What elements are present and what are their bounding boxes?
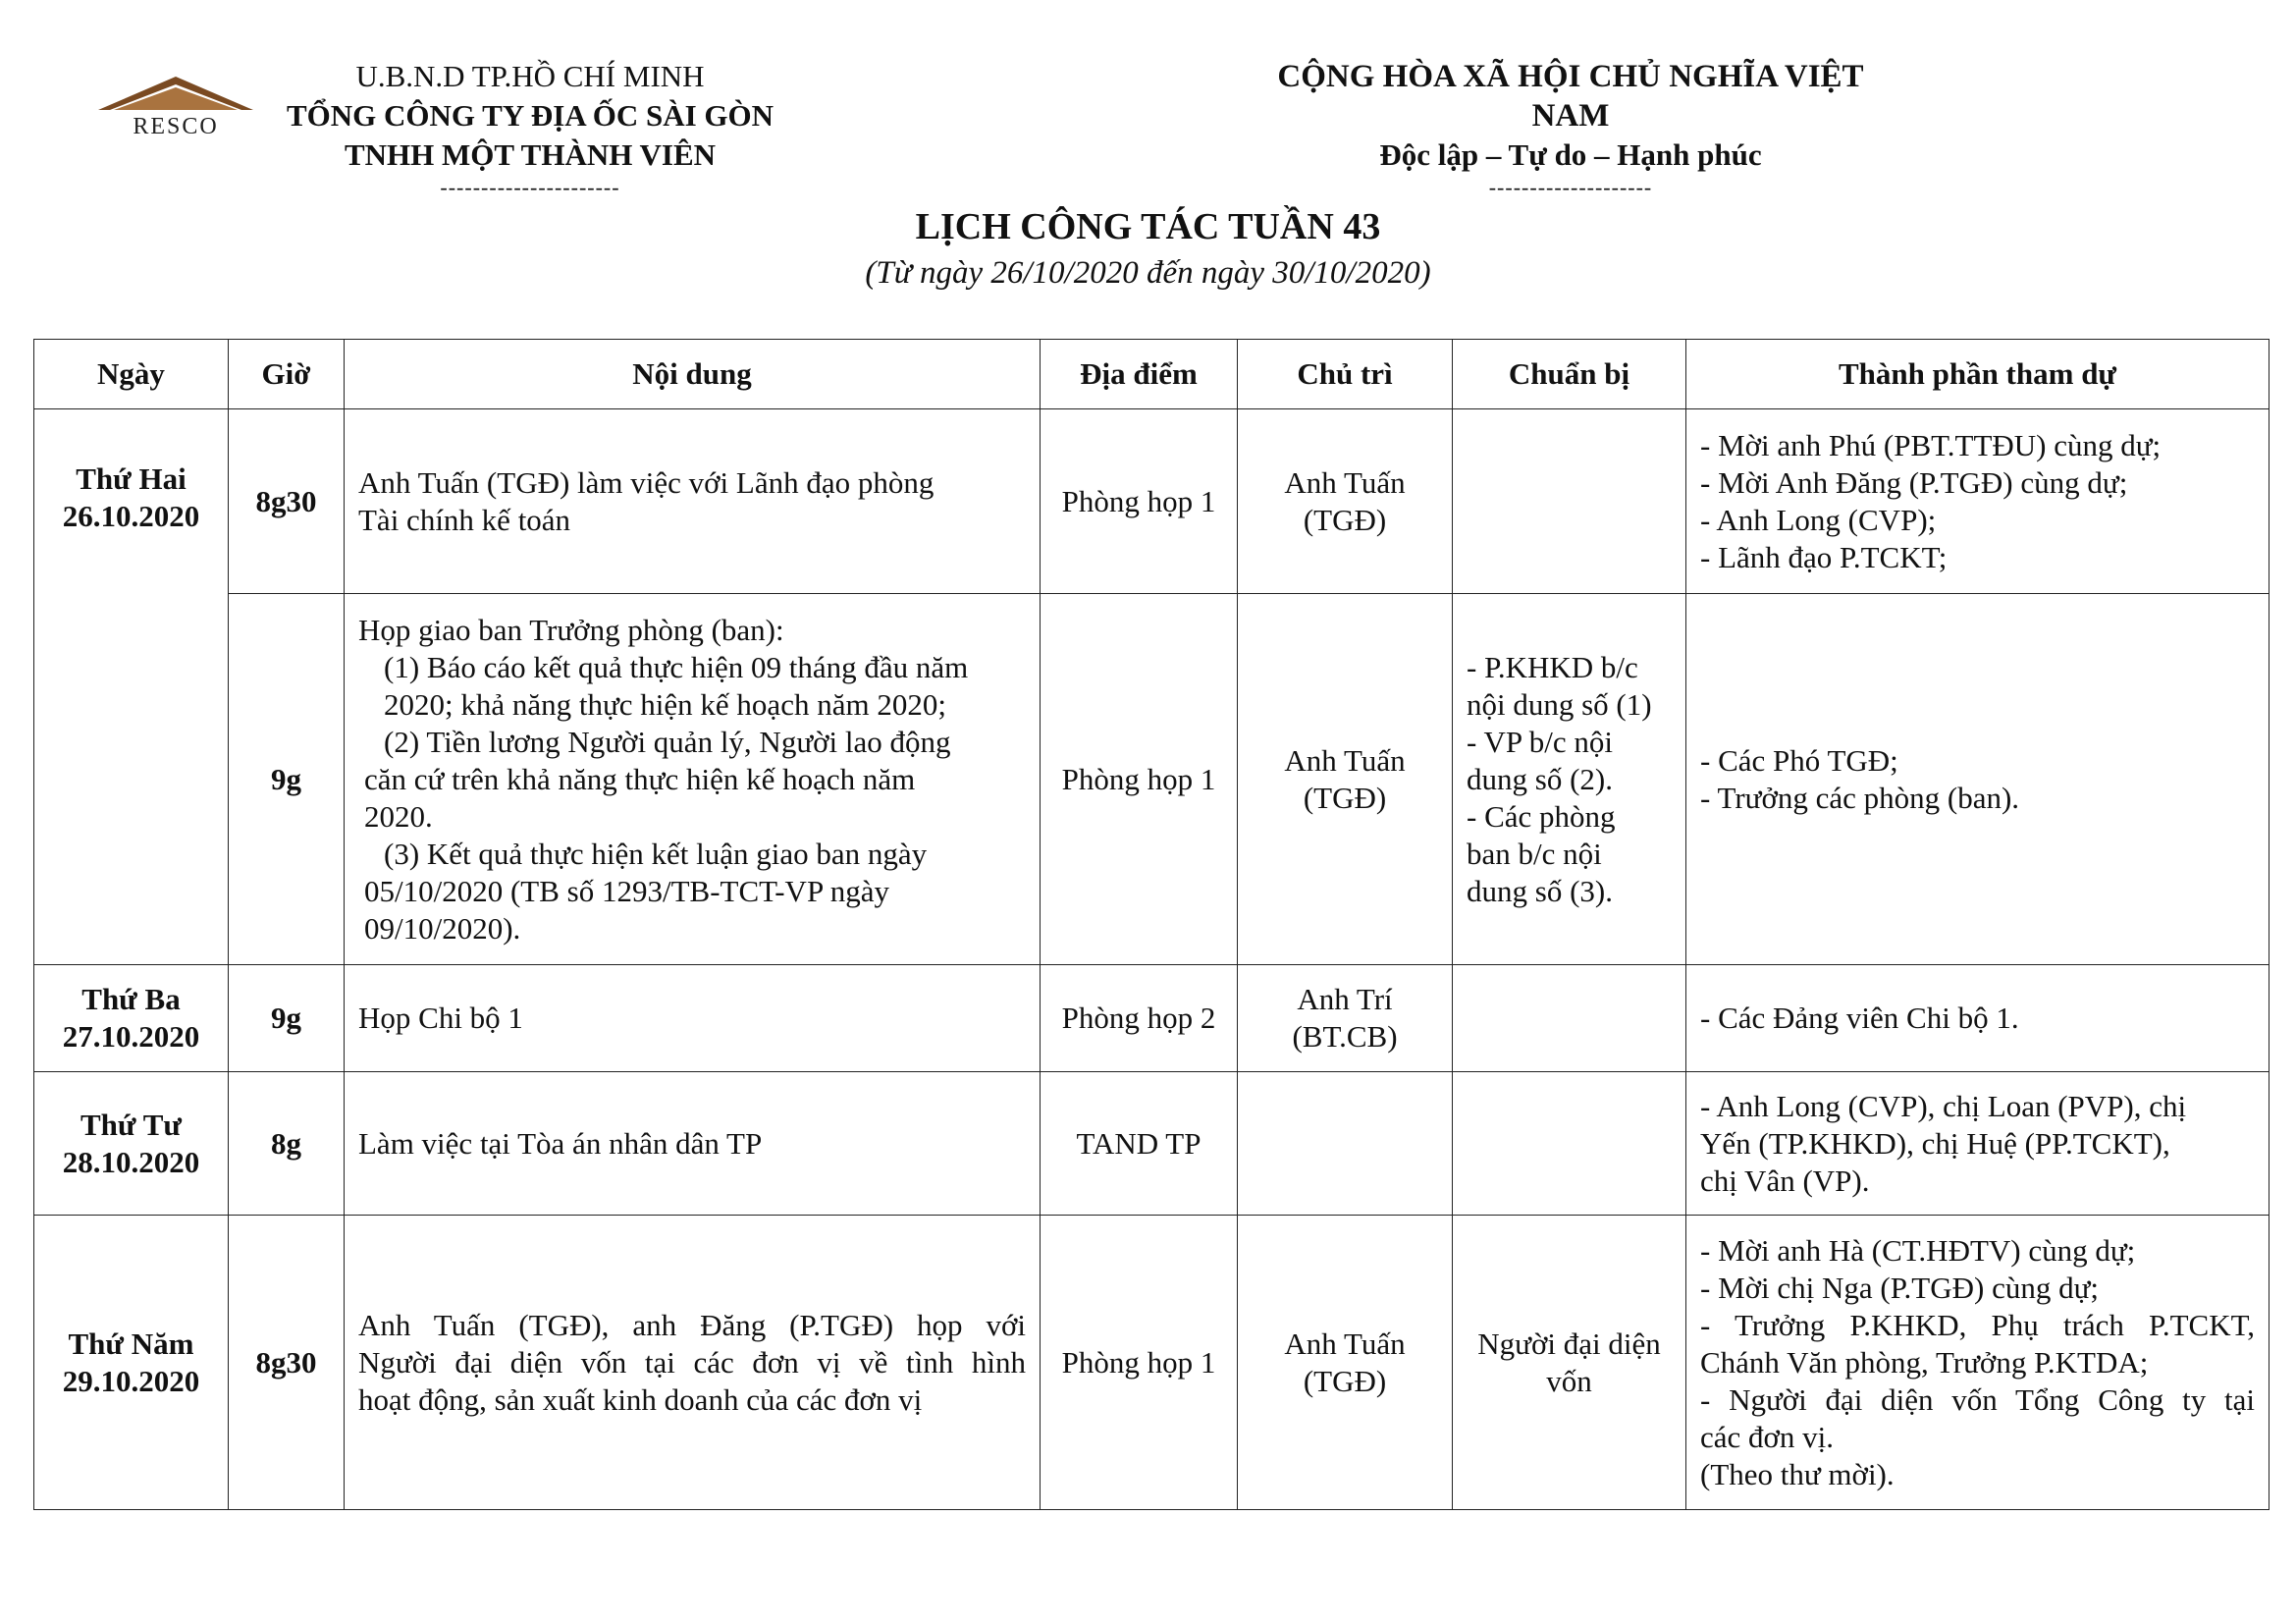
day-date: 26.10.2020	[62, 499, 200, 533]
resco-logo	[94, 75, 257, 137]
content-cell	[345, 409, 1041, 594]
time-cell: 9g	[229, 965, 345, 1072]
attendee-line: - Mời anh Hà (CT.HĐTV) cùng dự;	[1700, 1232, 2136, 1268]
host-line: (TGĐ)	[1303, 1363, 1387, 1398]
preparation-cell	[1453, 965, 1686, 1072]
national-motto-block	[1266, 57, 1875, 200]
attendee-line: - Trưởng P.KHKD, Phụ trách P.TCKT,	[1700, 1307, 2255, 1342]
content-line: Họp giao ban Trưởng phòng (ban):	[358, 612, 784, 647]
preparation-line: nội dung số (1)	[1467, 686, 1652, 722]
preparation-line: ban b/c nội	[1467, 836, 1602, 871]
document-title: LỊCH CÔNG TÁC TUẦN 43	[915, 206, 1381, 247]
day-cell	[34, 965, 229, 1072]
preparation-cell	[1453, 594, 1686, 965]
content-line: (3) Kết quả thực hiện kết luận giao ban ngày	[384, 836, 928, 871]
content-cell	[345, 594, 1041, 965]
attendee-line: chị Vân (VP).	[1700, 1163, 1870, 1198]
attendee-line: - Anh Long (CVP), chị Loan (PVP), chị	[1700, 1088, 2187, 1123]
col-header-day: Ngày	[34, 340, 229, 409]
host-line: (BT.CB)	[1292, 1019, 1398, 1054]
preparation-cell	[1453, 409, 1686, 594]
attendee-line: (Theo thư mời).	[1700, 1456, 1895, 1491]
location-cell: TAND TP	[1041, 1072, 1238, 1216]
issuer-company: TỔNG CÔNG TY ĐỊA ỐC SÀI GÒN	[286, 98, 774, 133]
time-cell: 8g30	[229, 1216, 345, 1510]
preparation-line: Người đại diện	[1477, 1326, 1661, 1361]
content-line: Họp Chi bộ 1	[358, 1001, 523, 1035]
preparation-line: vốn	[1546, 1363, 1592, 1398]
time-cell: 9g	[229, 594, 345, 965]
attendee-line: - Các Phó TGĐ;	[1700, 742, 1898, 778]
day-date: 28.10.2020	[62, 1144, 200, 1179]
attendee-line: các đơn vị.	[1700, 1419, 1835, 1454]
day-name: Thứ Hai	[76, 461, 187, 496]
host-line: Anh Trí	[1297, 982, 1393, 1016]
day-name: Thứ Năm	[68, 1326, 194, 1361]
attendee-line: - Mời chị Nga (P.TGĐ) cùng dự;	[1700, 1270, 2099, 1305]
host-cell	[1238, 965, 1453, 1072]
issuer-authority: U.B.N.D TP.HỒ CHÍ MINH	[355, 59, 705, 93]
host-line: Anh Tuấn	[1284, 1326, 1406, 1361]
table-row	[34, 1216, 2269, 1510]
day-date: 29.10.2020	[62, 1363, 200, 1398]
content-line: Anh Tuấn (TGĐ), anh Đăng (P.TGĐ) họp với	[358, 1307, 1026, 1342]
content-line: Anh Tuấn (TGĐ) làm việc với Lãnh đạo phòng	[358, 464, 934, 500]
table-row	[34, 594, 2269, 965]
attendees-cell	[1686, 1072, 2269, 1216]
issuer-company-type: TNHH MỘT THÀNH VIÊN	[344, 137, 717, 172]
attendee-line: - Anh Long (CVP);	[1700, 502, 1937, 537]
col-header-attendees: Thành phần tham dự	[1686, 340, 2269, 409]
col-header-content: Nội dung	[345, 340, 1041, 409]
day-cell	[34, 409, 229, 965]
content-line: (2) Tiền lương Người quản lý, Người lao động	[384, 724, 951, 759]
preparation-line: dung số (2).	[1467, 761, 1613, 796]
day-name: Thứ Tư	[80, 1107, 182, 1142]
content-line: Người đại diện vốn tại các đơn vị về tình hình	[358, 1344, 1026, 1380]
content-cell	[345, 965, 1041, 1072]
roof-icon	[94, 75, 257, 137]
content-line: Tài chính kế toán	[358, 502, 571, 537]
preparation-line: - Các phòng	[1467, 798, 1616, 834]
country-name: CỘNG HÒA XÃ HỘI CHỦ NGHĨA VIỆT NAM	[1277, 59, 1864, 134]
content-cell	[345, 1072, 1041, 1216]
attendee-line: Yến (TP.KHKD), chị Huệ (PP.TCKT),	[1700, 1125, 2170, 1161]
content-line: (1) Báo cáo kết quả thực hiện 09 tháng đầu năm	[384, 649, 969, 684]
location-cell: Phòng họp 1	[1041, 409, 1238, 594]
preparation-line: - P.KHKD b/c	[1467, 649, 1638, 684]
attendees-cell	[1686, 1216, 2269, 1510]
attendee-line: - Các Đảng viên Chi bộ 1.	[1700, 1001, 2019, 1035]
attendees-cell	[1686, 965, 2269, 1072]
host-cell	[1238, 1072, 1453, 1216]
attendee-line: - Mời Anh Đăng (P.TGĐ) cùng dự;	[1700, 464, 2128, 500]
content-line: Làm việc tại Tòa án nhân dân TP	[358, 1125, 763, 1161]
content-line: 2020.	[364, 798, 433, 834]
content-line: 05/10/2020 (TB số 1293/TB-TCT-VP ngày	[364, 873, 890, 908]
content-line: 2020; khả năng thực hiện kế hoạch năm 2020;	[384, 686, 946, 722]
table-row	[34, 965, 2269, 1072]
attendee-line: - Người đại diện vốn Tổng Công ty tại	[1700, 1381, 2255, 1417]
content-cell	[345, 1216, 1041, 1510]
preparation-line: dung số (3).	[1467, 873, 1613, 908]
content-line: hoạt động, sản xuất kinh doanh của các đơn vị	[358, 1381, 923, 1417]
table-row	[34, 409, 2269, 594]
issuer-divider: ----------------------	[440, 175, 620, 199]
time-cell: 8g	[229, 1072, 345, 1216]
location-cell: Phòng họp 2	[1041, 965, 1238, 1072]
day-cell	[34, 1072, 229, 1216]
host-line: (TGĐ)	[1303, 780, 1387, 815]
attendees-cell	[1686, 409, 2269, 594]
attendee-line: Chánh Văn phòng, Trưởng P.KTDA;	[1700, 1344, 2149, 1380]
host-cell	[1238, 1216, 1453, 1510]
attendee-line: - Lãnh đạo P.TCKT;	[1700, 539, 1948, 574]
host-line: Anh Tuấn	[1284, 464, 1406, 500]
host-cell	[1238, 594, 1453, 965]
col-header-time: Giờ	[229, 340, 345, 409]
content-line: căn cứ trên khả năng thực hiện kế hoạch năm	[364, 761, 916, 796]
preparation-cell	[1453, 1072, 1686, 1216]
host-line: Anh Tuấn	[1284, 742, 1406, 778]
preparation-line: - VP b/c nội	[1467, 724, 1613, 759]
document-date-range: (Từ ngày 26/10/2020 đến ngày 30/10/2020)	[865, 255, 1431, 291]
attendee-line: - Trưởng các phòng (ban).	[1700, 780, 2020, 815]
day-date: 27.10.2020	[62, 1019, 200, 1054]
col-header-location: Địa điểm	[1041, 340, 1238, 409]
issuer-block	[265, 57, 795, 200]
attendees-cell	[1686, 594, 2269, 965]
day-name: Thứ Ba	[81, 982, 181, 1016]
table-header-row	[34, 340, 2269, 409]
location-cell: Phòng họp 1	[1041, 594, 1238, 965]
location-cell: Phòng họp 1	[1041, 1216, 1238, 1510]
table-row	[34, 1072, 2269, 1216]
preparation-cell	[1453, 1216, 1686, 1510]
day-cell	[34, 1216, 229, 1510]
col-header-host: Chủ trì	[1238, 340, 1453, 409]
schedule-table	[33, 339, 2269, 1510]
national-motto: Độc lập – Tự do – Hạnh phúc	[1379, 137, 1762, 172]
host-line: (TGĐ)	[1303, 502, 1387, 537]
content-line: 09/10/2020).	[364, 910, 521, 946]
attendee-line: - Mời anh Phú (PBT.TTĐU) cùng dự;	[1700, 427, 2162, 462]
time-cell: 8g30	[229, 409, 345, 594]
col-header-preparation: Chuẩn bị	[1453, 340, 1686, 409]
host-cell	[1238, 409, 1453, 594]
motto-divider: --------------------	[1488, 175, 1653, 199]
logo-text: RESCO	[133, 114, 219, 137]
